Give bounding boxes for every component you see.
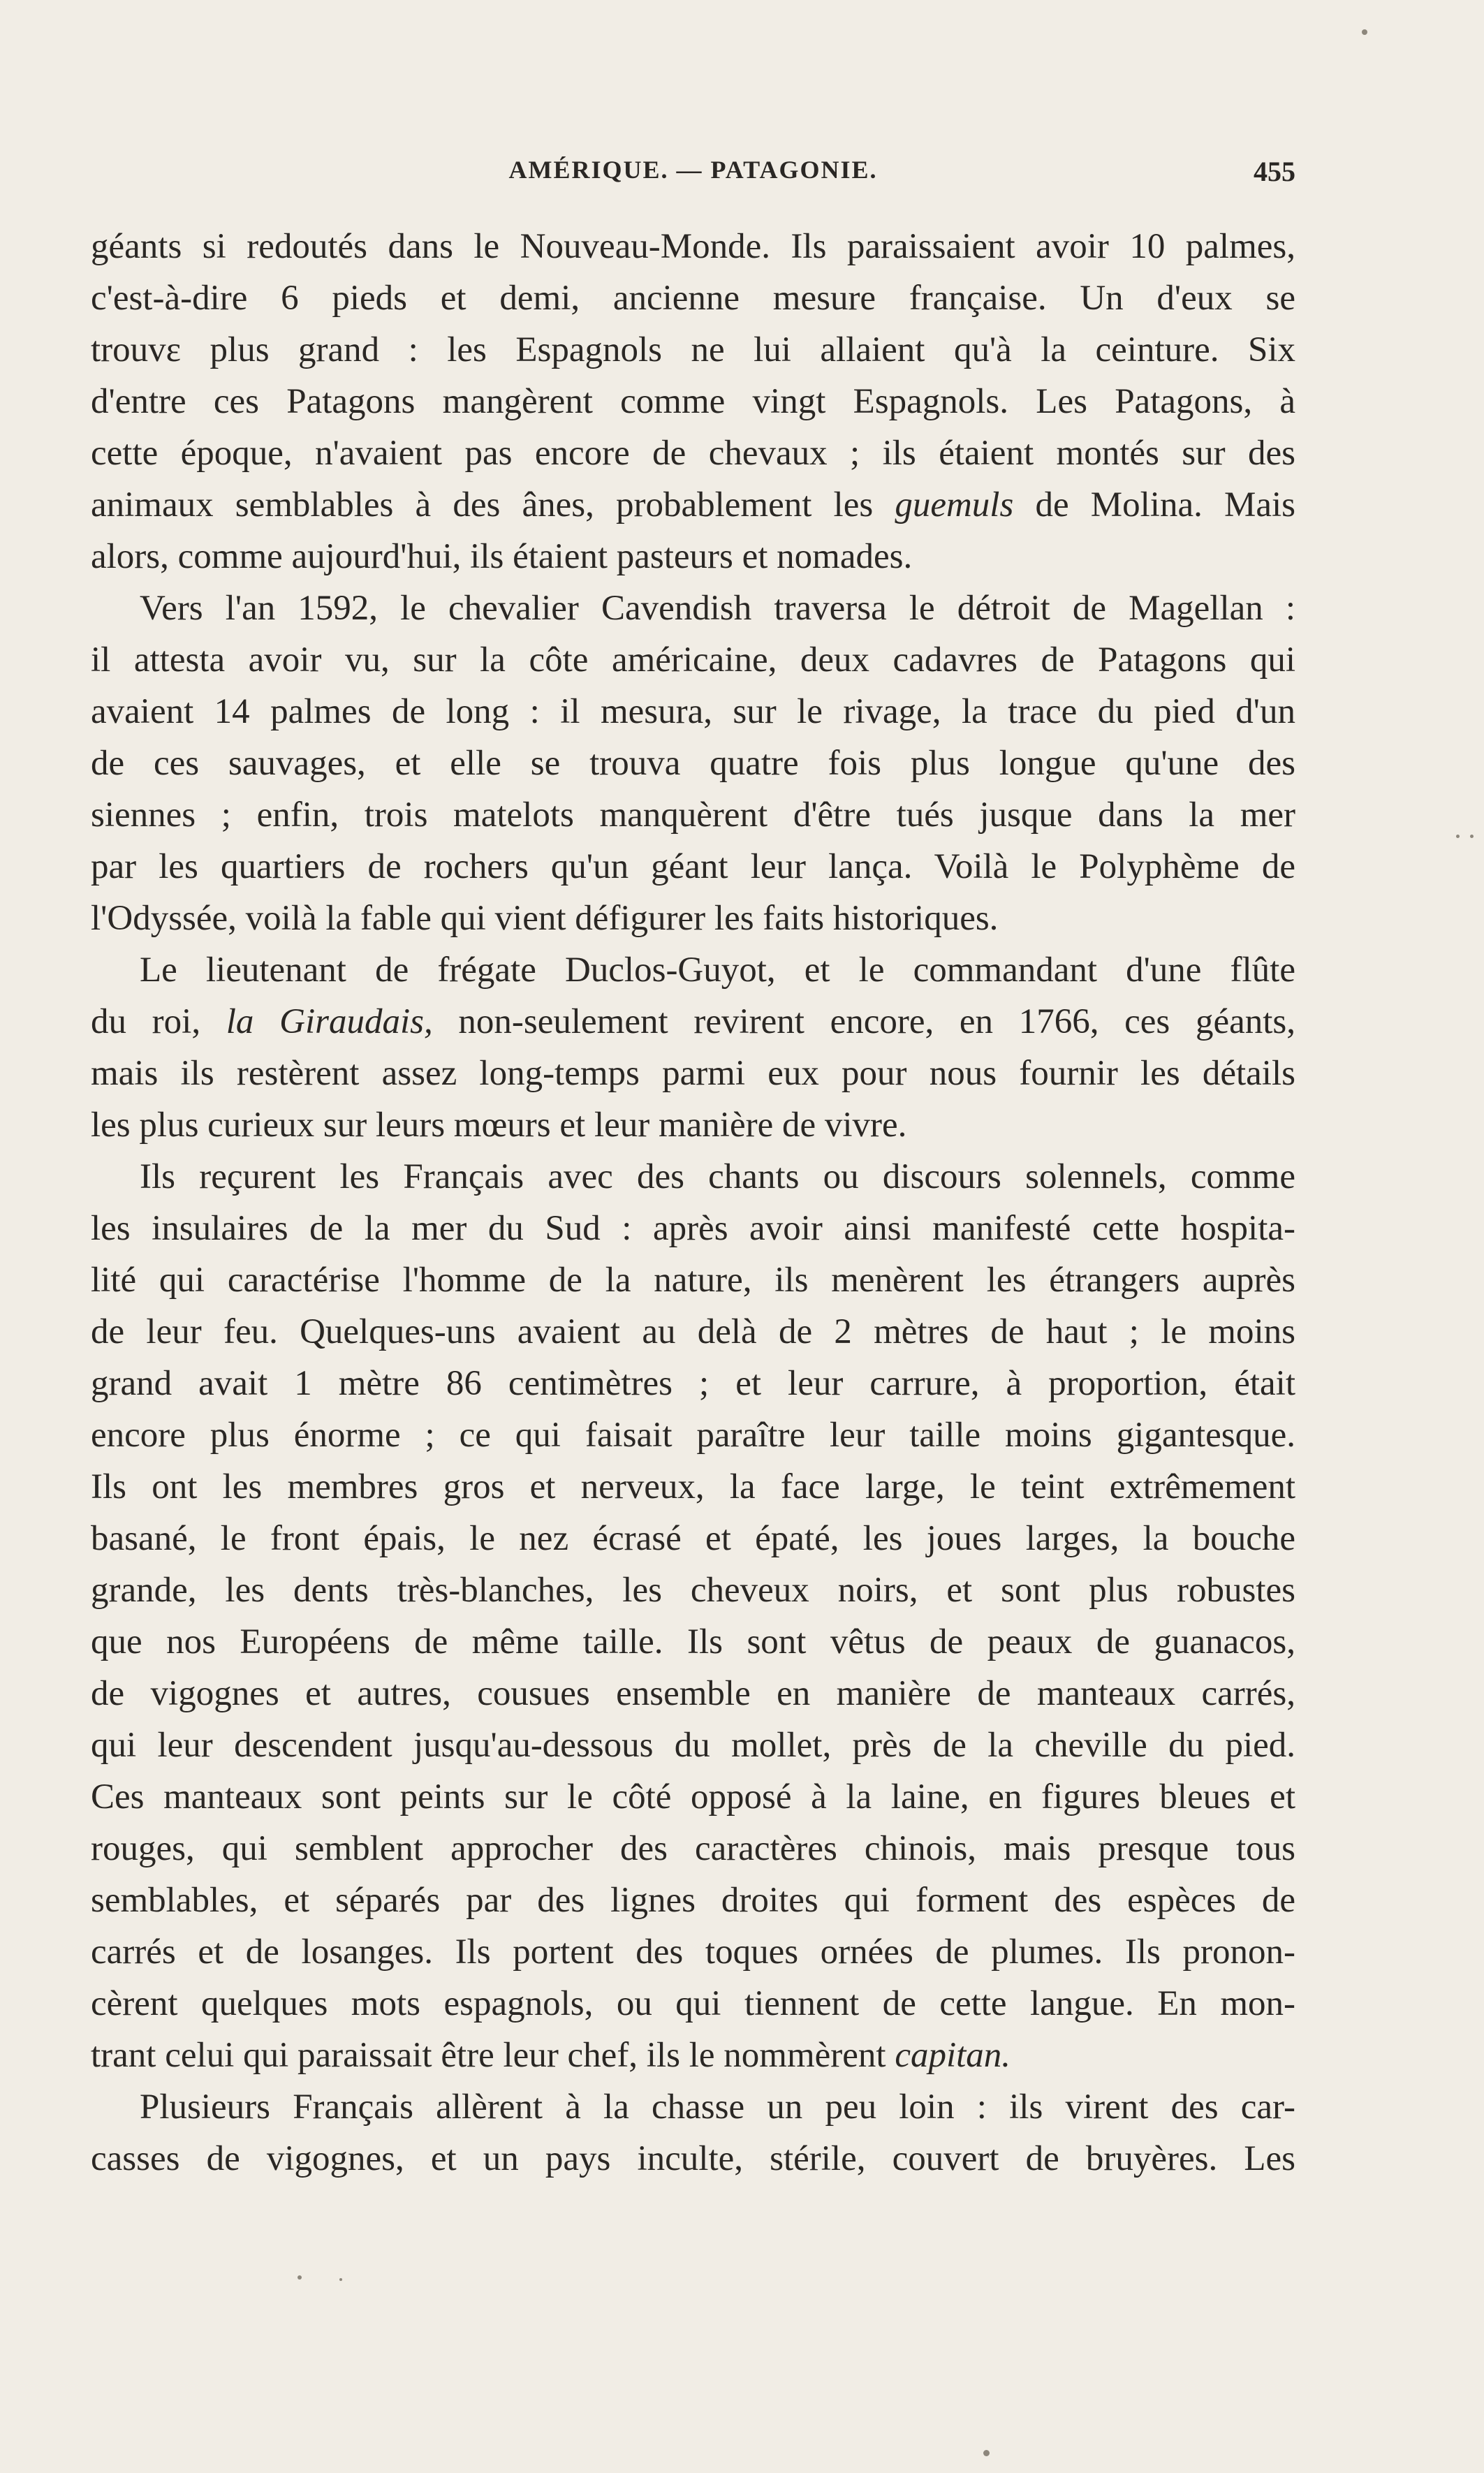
text-line: lité qui caractérise l'homme de la nature, ils menèrent les étrangers auprès (91, 1261, 1295, 1300)
text-line: grande, les dents très-blanches, les cheveux noirs, et sont plus robustes (91, 1571, 1295, 1610)
page-number: 455 (1254, 156, 1295, 187)
paragraph-1 (91, 221, 1295, 582)
text-line: encore plus énorme ; ce qui faisait paraître leur taille moins gigantesque. (91, 1416, 1295, 1455)
text-line: du roi, la Giraudais, non-seulement revirent encore, en 1766, ces géants, (91, 1002, 1295, 1041)
text-line: de leur feu. Quelques-uns avaient au delà de 2 mètres de haut ; le moins (91, 1312, 1295, 1351)
paragraph-4 (91, 1151, 1295, 2081)
text-line: cette époque, n'avaient pas encore de chevaux ; ils étaient montés sur des (91, 434, 1295, 473)
text-line: l'Odyssée, voilà la fable qui vient défigurer les faits historiques. (91, 899, 999, 938)
text-line: Plusieurs Français allèrent à la chasse un peu loin : ils virent des car- (140, 2087, 1295, 2127)
text-line: Le lieutenant de frégate Duclos-Guyot, et le commandant d'une flûte (140, 951, 1295, 990)
page-body (91, 221, 1295, 2185)
paragraph-2 (91, 582, 1295, 944)
text-line: casses de vigognes, et un pays inculte, stérile, couvert de bruyères. Les (91, 2139, 1295, 2178)
text-line: basané, le front épais, le nez écrasé et épaté, les joues larges, la bouche (91, 1519, 1295, 1558)
text-line: alors, comme aujourd'hui, ils étaient pasteurs et nomades. (91, 537, 913, 576)
text-line: il attesta avoir vu, sur la côte américaine, deux cadavres de Patagons qui (91, 640, 1295, 680)
text-line: rouges, qui semblent approcher des caractères chinois, mais presque tous (91, 1829, 1295, 1868)
page-header (91, 155, 1295, 197)
text-line: semblables, et séparés par des lignes droites qui forment des espèces de (91, 1881, 1295, 1920)
paper-speck (1470, 835, 1474, 838)
text-line: trant celui qui paraissait être leur chef, ils le nommèrent capitan. (91, 2036, 1011, 2075)
text-line: d'entre ces Patagons mangèrent comme vingt Espagnols. Les Patagons, à (91, 382, 1295, 421)
text-line: avaient 14 palmes de long : il mesura, sur le rivage, la trace du pied d'un (91, 692, 1295, 731)
text-line: Ces manteaux sont peints sur le côté opposé à la laine, en figures bleues et (91, 1777, 1295, 1817)
text-line: mais ils restèrent assez long-temps parmi eux pour nous fournir les détails (91, 1054, 1295, 1093)
paper-speck (339, 2278, 342, 2281)
text-line: Ils ont les membres gros et nerveux, la face large, le teint extrêmement (91, 1467, 1295, 1506)
paper-speck (1456, 835, 1460, 838)
text-line: cèrent quelques mots espagnols, ou qui tiennent de cette langue. En mon- (91, 1984, 1295, 2023)
text-line: trouvε plus grand : les Espagnols ne lui allaient qu'à la ceinture. Six (91, 330, 1295, 369)
paper-speck (983, 2450, 990, 2456)
text-line: que nos Européens de même taille. Ils sont vêtus de peaux de guanacos, (91, 1622, 1295, 1661)
text-line: carrés et de losanges. Ils portent des toques ornées de plumes. Ils pronon- (91, 1932, 1295, 1972)
text-line: de vigognes et autres, cousues ensemble en manière de manteaux carrés, (91, 1674, 1295, 1713)
running-title: AMÉRIQUE. — PATAGONIE. (508, 156, 878, 184)
text-line: par les quartiers de rochers qu'un géant leur lança. Voilà le Polyphème de (91, 847, 1295, 886)
paper-speck (1362, 29, 1367, 35)
text-line: animaux semblables à des ânes, probablement les guemuls de Molina. Mais (91, 485, 1295, 524)
text-line: de ces sauvages, et elle se trouva quatre fois plus longue qu'une des (91, 744, 1295, 783)
text-line: Ils reçurent les Français avec des chants ou discours solennels, comme (140, 1157, 1295, 1196)
paper-speck (297, 2275, 302, 2280)
text-line: siennes ; enfin, trois matelots manquèrent d'être tués jusque dans la mer (91, 795, 1295, 835)
paragraph-5 (91, 2081, 1295, 2185)
text-line: qui leur descendent jusqu'au-dessous du mollet, près de la cheville du pied. (91, 1726, 1295, 1765)
text-line: géants si redoutés dans le Nouveau-Monde. Ils paraissaient avoir 10 palmes, (91, 227, 1295, 266)
text-line: grand avait 1 mètre 86 centimètres ; et leur carrure, à proportion, était (91, 1364, 1295, 1403)
text-line: les plus curieux sur leurs mœurs et leur manière de vivre. (91, 1106, 907, 1145)
text-line: c'est-à-dire 6 pieds et demi, ancienne mesure française. Un d'eux se (91, 279, 1295, 318)
text-line: les insulaires de la mer du Sud : après avoir ainsi manifesté cette hospita- (91, 1209, 1295, 1248)
text-line: Vers l'an 1592, le chevalier Cavendish traversa le détroit de Magellan : (140, 589, 1295, 628)
paragraph-3 (91, 944, 1295, 1151)
